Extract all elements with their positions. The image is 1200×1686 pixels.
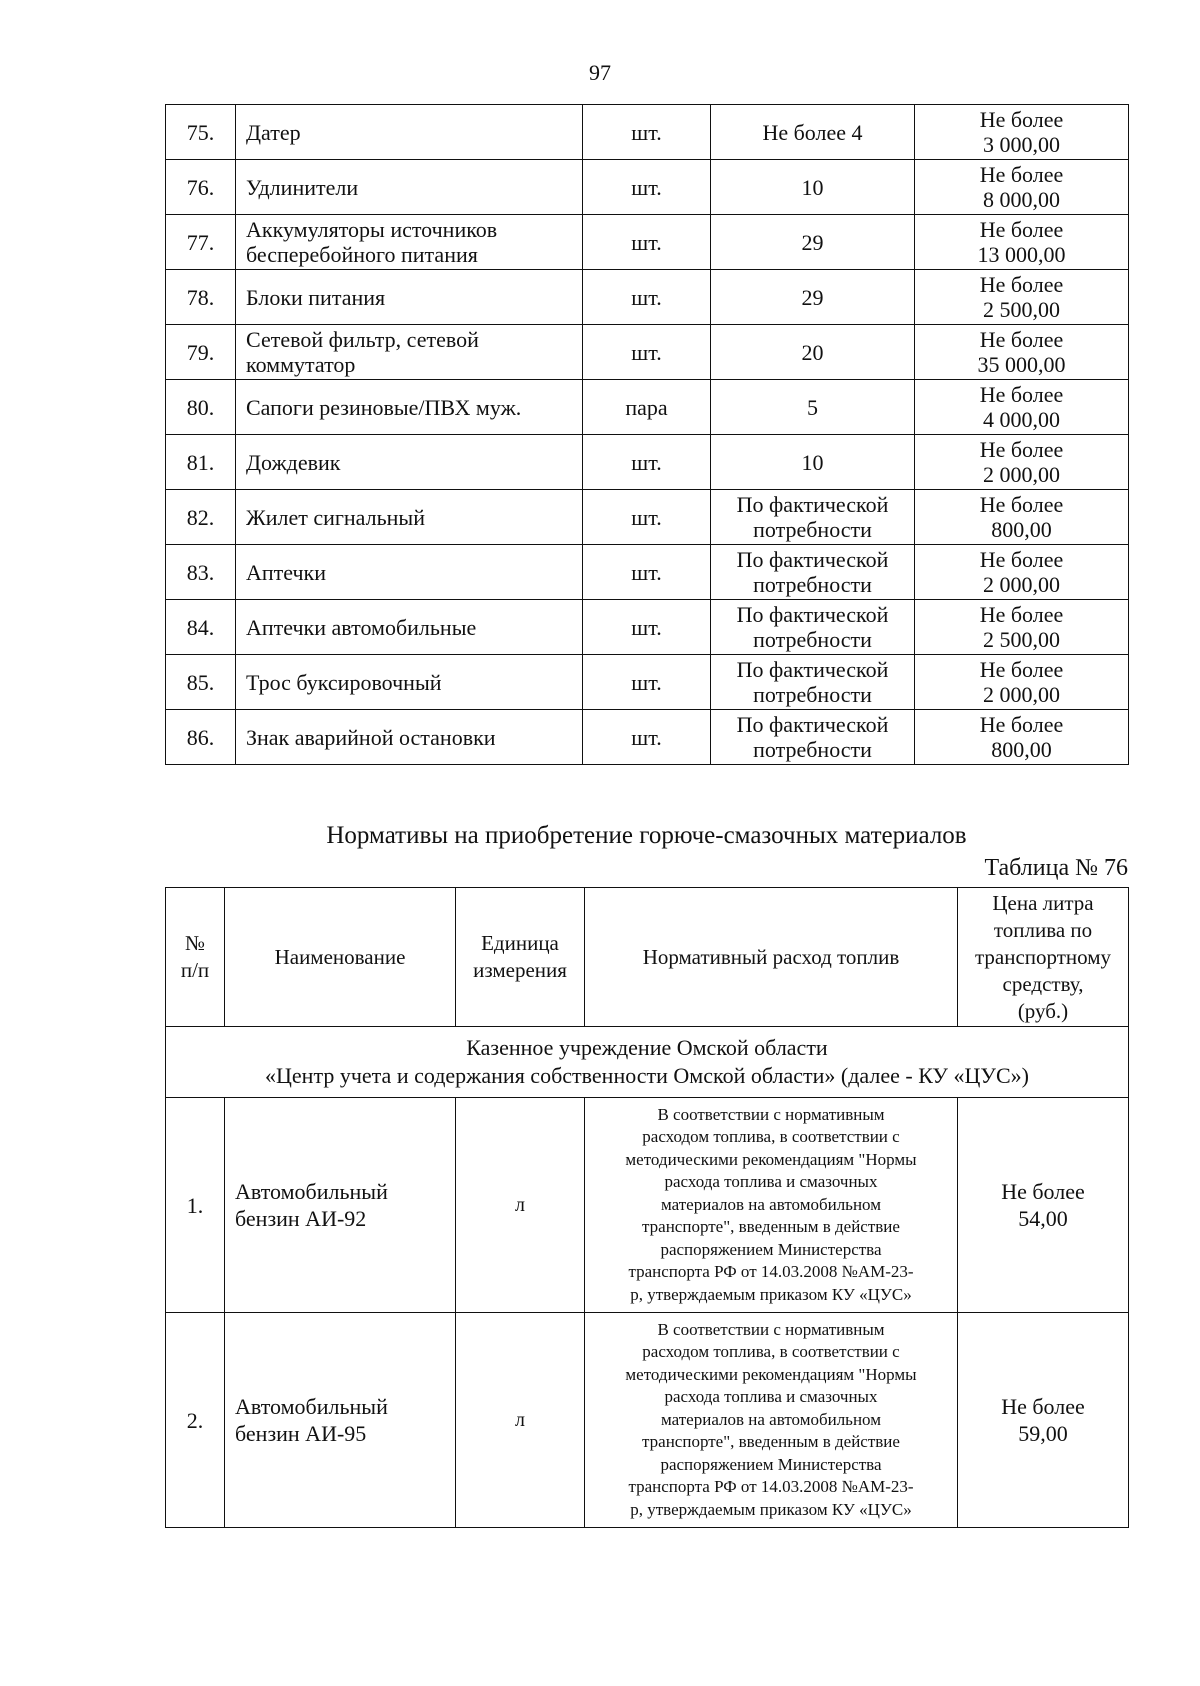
header-name: Наименование (225, 888, 456, 1027)
item-price: Не более 2 000,00 (915, 545, 1129, 600)
item-unit: шт. (583, 490, 711, 545)
row-number: 2. (166, 1313, 225, 1528)
item-unit: шт. (583, 325, 711, 380)
item-price: Не более 800,00 (915, 710, 1129, 765)
item-quantity: По фактической потребности (711, 545, 915, 600)
item-name: Удлинители (236, 160, 583, 215)
table-row (166, 270, 1129, 325)
table-row (166, 105, 1129, 160)
row-number: 76. (166, 160, 236, 215)
item-price: Не более 3 000,00 (915, 105, 1129, 160)
page-number: 97 (589, 60, 611, 85)
item-name: Датер (236, 105, 583, 160)
item-name: Аптечки (236, 545, 583, 600)
row-number: 84. (166, 600, 236, 655)
row-number: 83. (166, 545, 236, 600)
item-quantity: 10 (711, 435, 915, 490)
fuel-price: Не более 59,00 (958, 1313, 1129, 1528)
item-unit: шт. (583, 160, 711, 215)
table-row (166, 1313, 1129, 1528)
item-quantity: 10 (711, 160, 915, 215)
item-price: Не более 13 000,00 (915, 215, 1129, 270)
item-quantity: По фактической потребности (711, 600, 915, 655)
table-row (166, 600, 1129, 655)
table-row (166, 710, 1129, 765)
item-unit: шт. (583, 435, 711, 490)
item-quantity: 29 (711, 270, 915, 325)
item-name: Аптечки автомобильные (236, 600, 583, 655)
item-name: Жилет сигнальный (236, 490, 583, 545)
item-quantity: По фактической потребности (711, 710, 915, 765)
row-number: 86. (166, 710, 236, 765)
organization-name: Казенное учреждение Омской области «Центр учета и содержания собственности Омской области» (далее - КУ «ЦУС») (166, 1027, 1129, 1098)
item-name: Блоки питания (236, 270, 583, 325)
item-price: Не более 8 000,00 (915, 160, 1129, 215)
item-price: Не более 2 000,00 (915, 655, 1129, 710)
item-unit: шт. (583, 655, 711, 710)
row-number: 1. (166, 1098, 225, 1313)
fuel-norm: В соответствии с нормативным расходом топлива, в соответствии с методическими рекомендациям "Нормы расхода топлива и смазочных материалов на автомобильном транспорте", введенным в действие распоряжением Министерства транспорта РФ от 14.03.2008 №АМ-23- р, утверждаемым приказом КУ «ЦУС» (585, 1313, 958, 1528)
table-row (166, 490, 1129, 545)
item-price: Не более 35 000,00 (915, 325, 1129, 380)
table-row (166, 1098, 1129, 1313)
item-name: Сапоги резиновые/ПВХ муж. (236, 380, 583, 435)
fuel-unit: л (456, 1098, 585, 1313)
item-price: Не более 2 000,00 (915, 435, 1129, 490)
table-row (166, 380, 1129, 435)
table-header-row (166, 888, 1129, 1027)
table-label: Таблица № 76 (984, 855, 1128, 881)
fuel-price: Не более 54,00 (958, 1098, 1129, 1313)
fuel-table (165, 887, 1129, 1528)
table-row (166, 215, 1129, 270)
header-number: № п/п (166, 888, 225, 1027)
item-unit: шт. (583, 600, 711, 655)
row-number: 78. (166, 270, 236, 325)
row-number: 75. (166, 105, 236, 160)
fuel-name: Автомобильный бензин АИ-92 (225, 1098, 456, 1313)
row-number: 77. (166, 215, 236, 270)
item-name: Дождевик (236, 435, 583, 490)
item-price: Не более 2 500,00 (915, 270, 1129, 325)
item-price: Не более 2 500,00 (915, 600, 1129, 655)
item-name: Аккумуляторы источников бесперебойного питания (236, 215, 583, 270)
item-unit: шт. (583, 710, 711, 765)
item-unit: шт. (583, 270, 711, 325)
table-row (166, 325, 1129, 380)
item-quantity: По фактической потребности (711, 655, 915, 710)
row-number: 80. (166, 380, 236, 435)
row-number: 82. (166, 490, 236, 545)
table-row (166, 160, 1129, 215)
item-quantity: 20 (711, 325, 915, 380)
header-unit: Единица измерения (456, 888, 585, 1027)
row-number: 79. (166, 325, 236, 380)
item-price: Не более 800,00 (915, 490, 1129, 545)
item-name: Трос буксировочный (236, 655, 583, 710)
item-unit: шт. (583, 105, 711, 160)
item-price: Не более 4 000,00 (915, 380, 1129, 435)
item-name: Сетевой фильтр, сетевой коммутатор (236, 325, 583, 380)
item-unit: шт. (583, 545, 711, 600)
table-row (166, 655, 1129, 710)
fuel-name: Автомобильный бензин АИ-95 (225, 1313, 456, 1528)
row-number: 81. (166, 435, 236, 490)
item-unit: пара (583, 380, 711, 435)
item-quantity: По фактической потребности (711, 490, 915, 545)
item-quantity: Не более 4 (711, 105, 915, 160)
item-name: Знак аварийной остановки (236, 710, 583, 765)
header-norm: Нормативный расход топлив (585, 888, 958, 1027)
item-quantity: 5 (711, 380, 915, 435)
table-row (166, 545, 1129, 600)
fuel-norm: В соответствии с нормативным расходом топлива, в соответствии с методическими рекомендациям "Нормы расхода топлива и смазочных материалов на автомобильном транспорте", введенным в действие распоряжением Министерства транспорта РФ от 14.03.2008 №АМ-23- р, утверждаемым приказом КУ «ЦУС» (585, 1098, 958, 1313)
row-number: 85. (166, 655, 236, 710)
header-price: Цена литра топлива по транспортному средству, (руб.) (958, 888, 1129, 1027)
table-row (166, 435, 1129, 490)
item-quantity: 29 (711, 215, 915, 270)
items-table (165, 104, 1129, 765)
section-row (166, 1027, 1129, 1098)
section-title: Нормативы на приобретение горюче-смазочных материалов (326, 822, 967, 849)
item-unit: шт. (583, 215, 711, 270)
fuel-unit: л (456, 1313, 585, 1528)
